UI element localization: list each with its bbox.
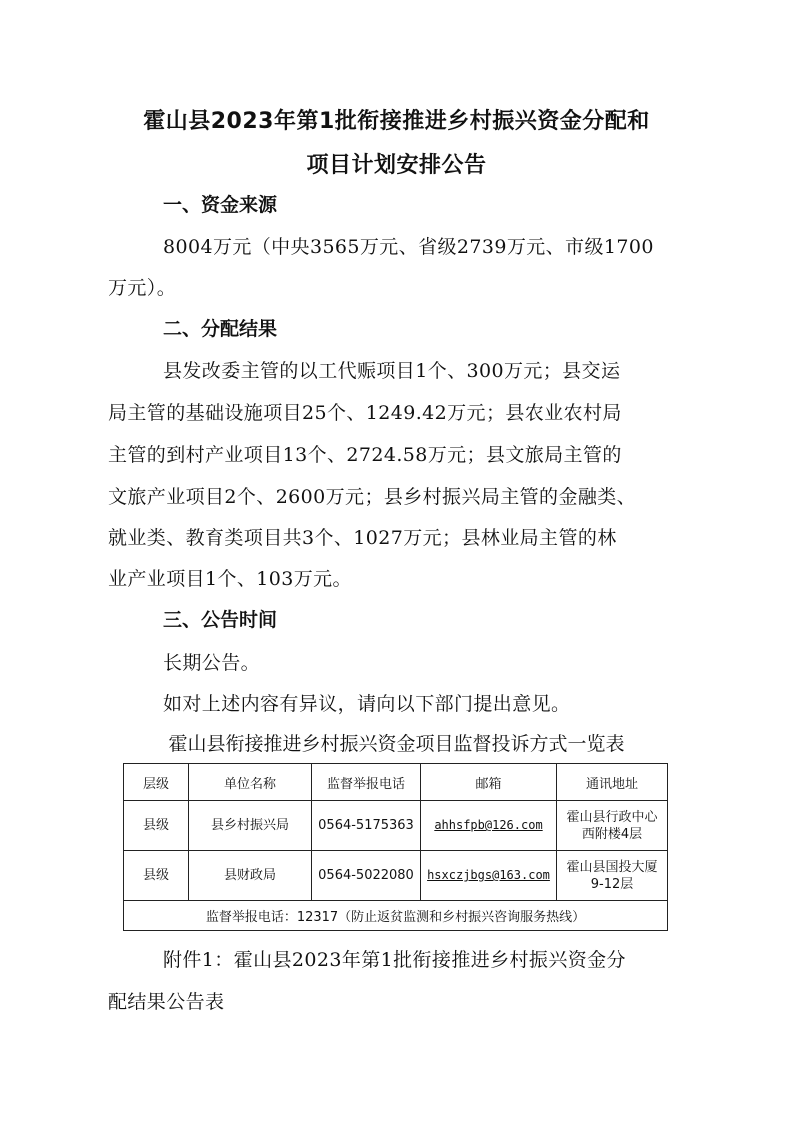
email-link[interactable]: hsxczjbgs@163.com [427, 868, 550, 882]
section3-text-line2: 如对上述内容有异议，请向以下部门提出意见。 [163, 693, 571, 715]
section2-text-line1: 县发改委主管的以工代赈项目1个、300万元；县交运 [163, 360, 621, 382]
table-footer-row [124, 901, 668, 931]
header-level: 层级 [124, 764, 189, 801]
section1-text-line2: 万元）。 [108, 277, 177, 299]
table-header-row [124, 764, 668, 801]
cell-address [557, 801, 668, 851]
cell-phone: 0564-5175363 [312, 801, 421, 851]
cell-level: 县级 [124, 801, 189, 851]
section2-text-line6: 业产业项目1个、103万元。 [108, 568, 352, 590]
cell-email [421, 851, 557, 901]
section2-text-line4: 文旅产业项目2个、2600万元；县乡村振兴局主管的金融类、 [108, 486, 637, 508]
address-line2: 西附楼4层 [581, 826, 643, 842]
address-line2: 9-12层 [590, 876, 634, 892]
table-row [124, 851, 668, 901]
cell-unit: 县财政局 [189, 851, 312, 901]
attachment-line2: 配结果公告表 [108, 991, 225, 1013]
section2-heading: 二、分配结果 [163, 318, 278, 340]
section3-text-line1: 长期公告。 [163, 652, 261, 674]
address-line1: 霍山县行政中心 [566, 809, 658, 825]
section2-text-line3: 主管的到村产业项目13个、2724.58万元；县文旅局主管的 [108, 444, 622, 466]
attachment-line1: 附件1：霍山县2023年第1批衔接推进乡村振兴资金分 [163, 949, 626, 971]
cell-level: 县级 [124, 851, 189, 901]
section2-text-line2: 局主管的基础设施项目25个、1249.42万元；县农业农村局 [108, 402, 622, 424]
cell-unit: 县乡村振兴局 [189, 801, 312, 851]
contact-table [123, 763, 668, 931]
table-title: 霍山县衔接推进乡村振兴资金项目监督投诉方式一览表 [168, 733, 625, 755]
cell-email [421, 801, 557, 851]
header-unit: 单位名称 [189, 764, 312, 801]
section1-text-line1: 8004万元（中央3565万元、省级2739万元、市级1700 [163, 236, 654, 258]
section1-heading: 一、资金来源 [163, 194, 278, 216]
cell-address [557, 851, 668, 901]
section3-heading: 三、公告时间 [163, 609, 278, 631]
cell-phone: 0564-5022080 [312, 851, 421, 901]
hotline-note: 监督举报电话：12317（防止返贫监测和乡村振兴咨询服务热线） [124, 901, 668, 931]
document-title-line2: 项目计划安排公告 [306, 153, 487, 178]
document-title-line1: 霍山县2023年第1批衔接推进乡村振兴资金分配和 [143, 109, 650, 134]
header-email: 邮箱 [421, 764, 557, 801]
header-phone: 监督举报电话 [312, 764, 421, 801]
table-row [124, 801, 668, 851]
header-address: 通讯地址 [557, 764, 668, 801]
section2-text-line5: 就业类、教育类项目共3个、1027万元；县林业局主管的林 [108, 527, 617, 549]
address-line1: 霍山县国投大厦 [566, 859, 658, 875]
email-link[interactable]: ahhsfpb@126.com [434, 818, 543, 832]
